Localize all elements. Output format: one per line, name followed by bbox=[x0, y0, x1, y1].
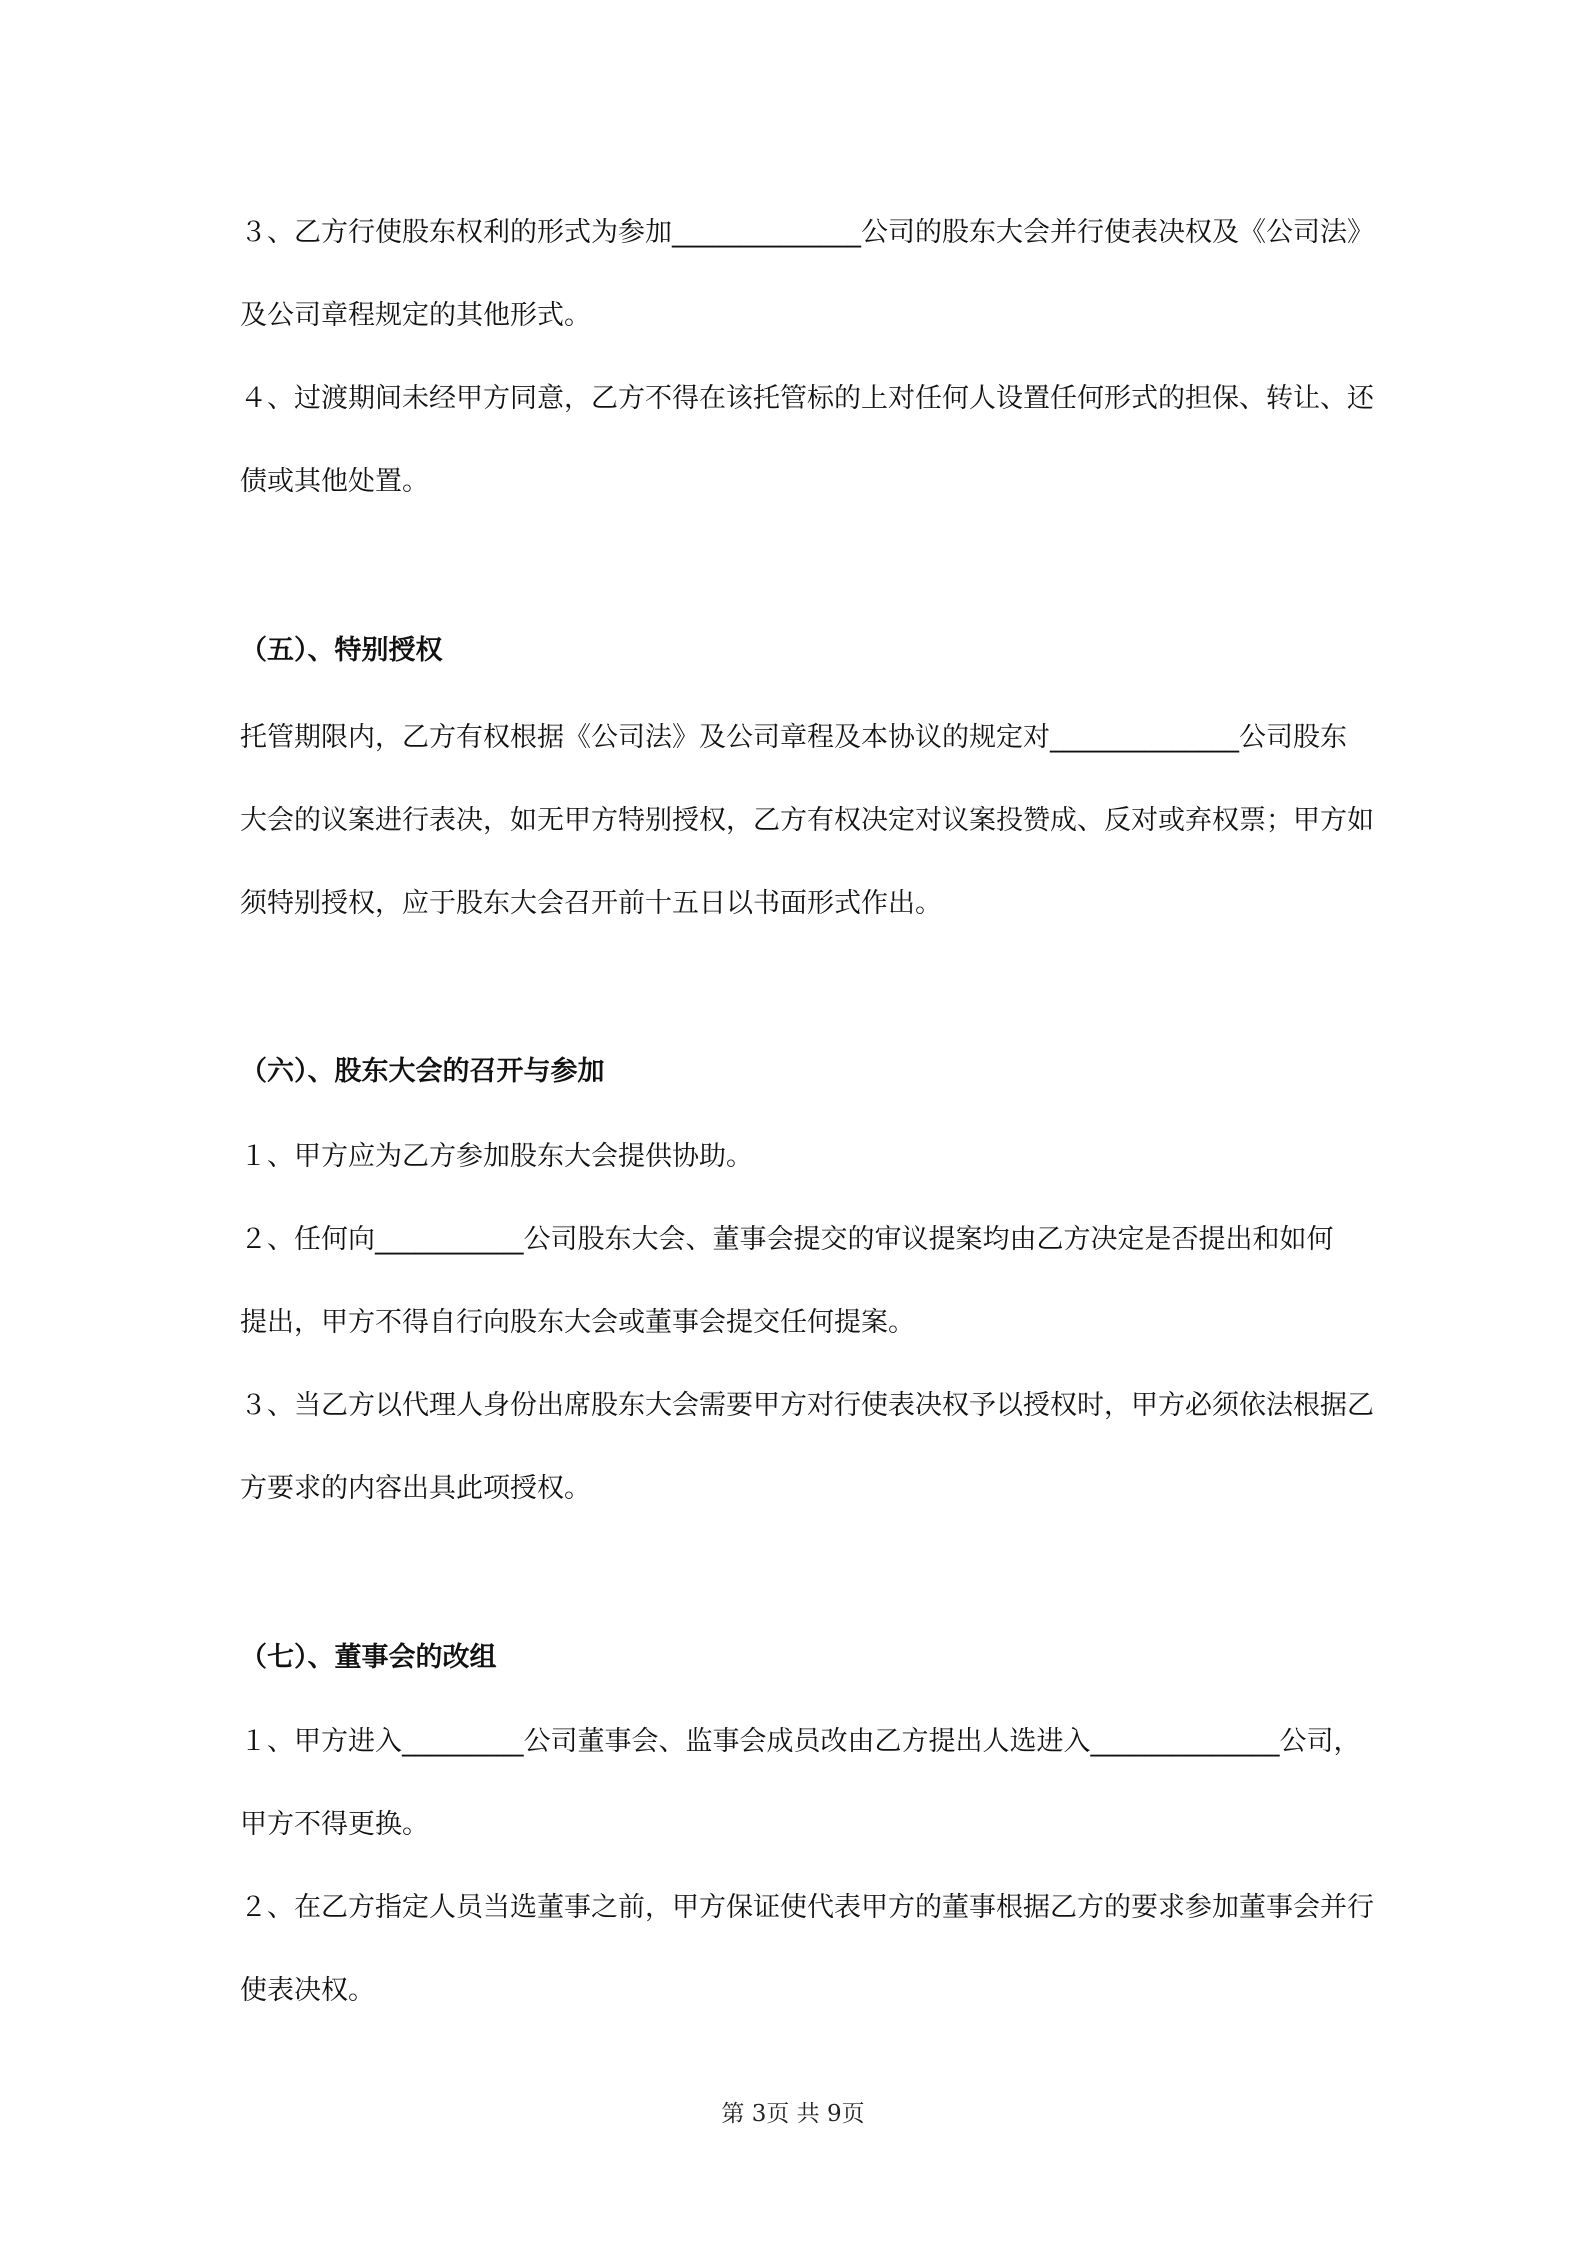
section-7-clause-1-line-1: １、甲方进入_________公司董事会、监事会成员改由乙方提出人选进入______________公司， bbox=[240, 1726, 1361, 1757]
clause-3-line-2: 及公司章程规定的其他形式。 bbox=[240, 300, 591, 331]
section-7-clause-2-line-2: 使表决权。 bbox=[240, 1975, 375, 2006]
section-5-line-3: 须特别授权，应于股东大会召开前十五日以书面形式作出。 bbox=[240, 888, 942, 919]
section-7-clause-1-line-2: 甲方不得更换。 bbox=[240, 1809, 429, 1840]
section-5-line-2: 大会的议案进行表决，如无甲方特别授权，乙方有权决定对议案投赞成、反对或弃权票；甲方如 bbox=[240, 805, 1374, 836]
section-heading-6: （六）、股东大会的召开与参加 bbox=[240, 1056, 605, 1087]
section-6-clause-3-line-1: ３、当乙方以代理人身份出席股东大会需要甲方对行使表决权予以授权时，甲方必须依法根据乙 bbox=[240, 1390, 1374, 1421]
section-6-clause-1: １、甲方应为乙方参加股东大会提供协助。 bbox=[240, 1141, 753, 1172]
section-6-clause-2-line-1: ２、任何向___________公司股东大会、董事会提交的审议提案均由乙方决定是否提出和如何 bbox=[240, 1224, 1334, 1255]
clause-4-line-1: ４、过渡期间未经甲方同意，乙方不得在该托管标的上对任何人设置任何形式的担保、转让、还 bbox=[240, 383, 1374, 414]
section-heading-7: （七）、董事会的改组 bbox=[240, 1642, 497, 1673]
clause-4-line-2: 债或其他处置。 bbox=[240, 466, 429, 497]
section-5-line-1: 托管期限内，乙方有权根据《公司法》及公司章程及本协议的规定对______________公司股东 bbox=[240, 722, 1347, 753]
section-7-clause-2-line-1: ２、在乙方指定人员当选董事之前，甲方保证使代表甲方的董事根据乙方的要求参加董事会并行 bbox=[240, 1892, 1374, 1923]
section-heading-5: （五）、特别授权 bbox=[240, 635, 443, 666]
page-footer: 第 3页 共 9页 bbox=[721, 2101, 865, 2127]
section-6-clause-2-line-2: 提出，甲方不得自行向股东大会或董事会提交任何提案。 bbox=[240, 1307, 915, 1338]
clause-3-line-1: ３、乙方行使股东权利的形式为参加______________公司的股东大会并行使表决权及《公司法》 bbox=[240, 217, 1374, 248]
section-6-clause-3-line-2: 方要求的内容出具此项授权。 bbox=[240, 1473, 591, 1504]
